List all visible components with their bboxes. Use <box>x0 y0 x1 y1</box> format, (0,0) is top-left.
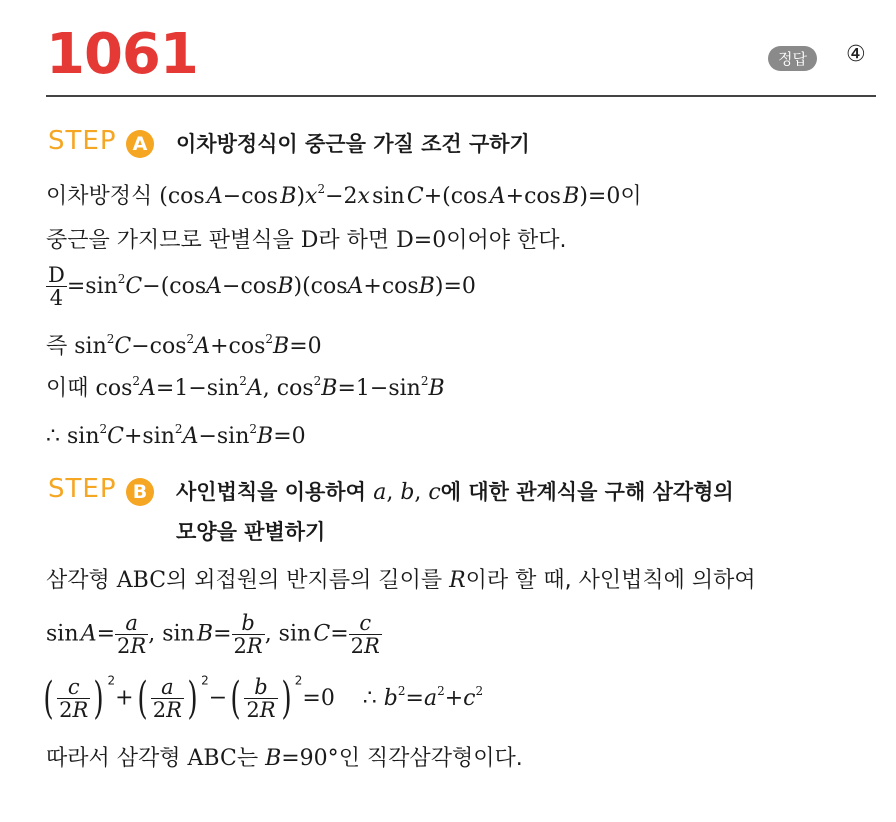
therefore-symbol: ∴ <box>46 424 60 449</box>
step-b-title-line-2: 모양을 판별하기 <box>176 520 326 544</box>
answer-value: ④ <box>846 42 866 67</box>
step-b-line-1: 삼각형 ABC의 외접원의 반지름의 길이를 R이라 할 때, 사인법칙에 의하여 <box>46 568 756 593</box>
step-b-l4-a: 따라서 삼각형 <box>46 746 181 771</box>
step-a-line-1: 이차방정식 (cos A−cos $B)x^2-2x$ sin C+(cos A+cos B)=0이 <box>46 182 642 209</box>
step-a-l2-d: D <box>396 228 414 253</box>
step-a-l2-f: 이어야 한다. <box>446 228 567 253</box>
step-b-badge: B <box>126 478 154 506</box>
step-a-l5-pre: 이때 <box>46 376 89 401</box>
step-a-l2-b: D <box>300 228 319 253</box>
step-b-l4-e: 인 직각삼각형이다. <box>338 746 523 771</box>
step-b-line-3: ( $\frac{c}{2R}$ ) $^2$+( $\frac{a}{2R}$ ) $^2$−( $\frac{b}{2R}$ ) $^2$=0 ∴ $b^2=a^2+c^2$ <box>43 672 484 724</box>
step-a-line-2 <box>46 226 566 256</box>
step-b-l1-d: 이라 할 때, 사인법칙에 의하여 <box>465 568 756 593</box>
step-a-badge: A <box>126 130 154 158</box>
step-b-line-2: sin A= $\frac{a}{2R}$ , sin B= $\frac{b}{2R}$ , sin C= $\frac{c}{2R}$ <box>46 611 380 658</box>
step-a-l2-c: 라 하면 <box>318 228 390 253</box>
step-b-label: STEP <box>48 474 117 504</box>
step-a-heading <box>48 126 117 156</box>
step-a-l2-e: =0 <box>413 228 447 253</box>
step-b-l1-a: 삼각형 <box>46 568 110 593</box>
step-a-line-6: ∴ $\sin^2C+\sin^2A-\sin^2B=0$ <box>46 422 306 449</box>
step-a-l2-a: 중근을 가지므로 판별식을 <box>46 228 294 253</box>
step-b-title-a: 사인법칙을 이용하여 <box>176 480 366 504</box>
step-a-title: 이차방정식이 중근을 가질 조건 구하기 <box>176 132 530 156</box>
step-a-label: STEP <box>48 126 117 156</box>
step-a-l1-pre: 이차방정식 <box>46 184 153 209</box>
step-b-title-line-1: 사인법칙을 이용하여 a, b, c에 대한 관계식을 구해 삼각형의 <box>176 480 734 505</box>
step-b-l4-b: ABC <box>187 746 237 771</box>
step-a-line-3: $\frac{D}{4}$ $=\sin^2C-(\cos A-\cos B)(\cos A+\cos B)=0$ <box>48 263 476 310</box>
fraction-d-over-4 <box>46 264 67 309</box>
step-a-l1-post: 이 <box>620 184 642 209</box>
frac-num: D <box>48 263 65 287</box>
step-a-line-5: 이때 $\cos^2A=1-\sin^2A$, $\cos^2B=1-\sin^2B$ <box>46 374 445 401</box>
step-b-l4-d: =90° <box>281 746 339 771</box>
problem-number: 1061 <box>46 22 198 87</box>
frac-den: 4 <box>46 286 67 309</box>
step-b-title-b: 에 대한 관계식을 구해 삼각형의 <box>440 480 734 504</box>
step-b-l1-b: ABC <box>116 568 167 593</box>
step-a-line-4: 즉 $\sin^2C-\cos^2A+\cos^2B=0$ <box>46 332 322 359</box>
step-b-heading <box>48 474 117 504</box>
step-b-l1-c: 의 외접원의 반지름의 길이를 <box>166 568 443 593</box>
step-b-line-4: 따라서 삼각형 ABC는 B=90°인 직각삼각형이다. <box>46 746 523 771</box>
step-a-l4-pre: 즉 <box>46 334 68 359</box>
answer-badge: 정답 <box>768 46 817 71</box>
header-divider <box>46 95 876 97</box>
step-b-l4-c: 는 <box>236 746 259 771</box>
